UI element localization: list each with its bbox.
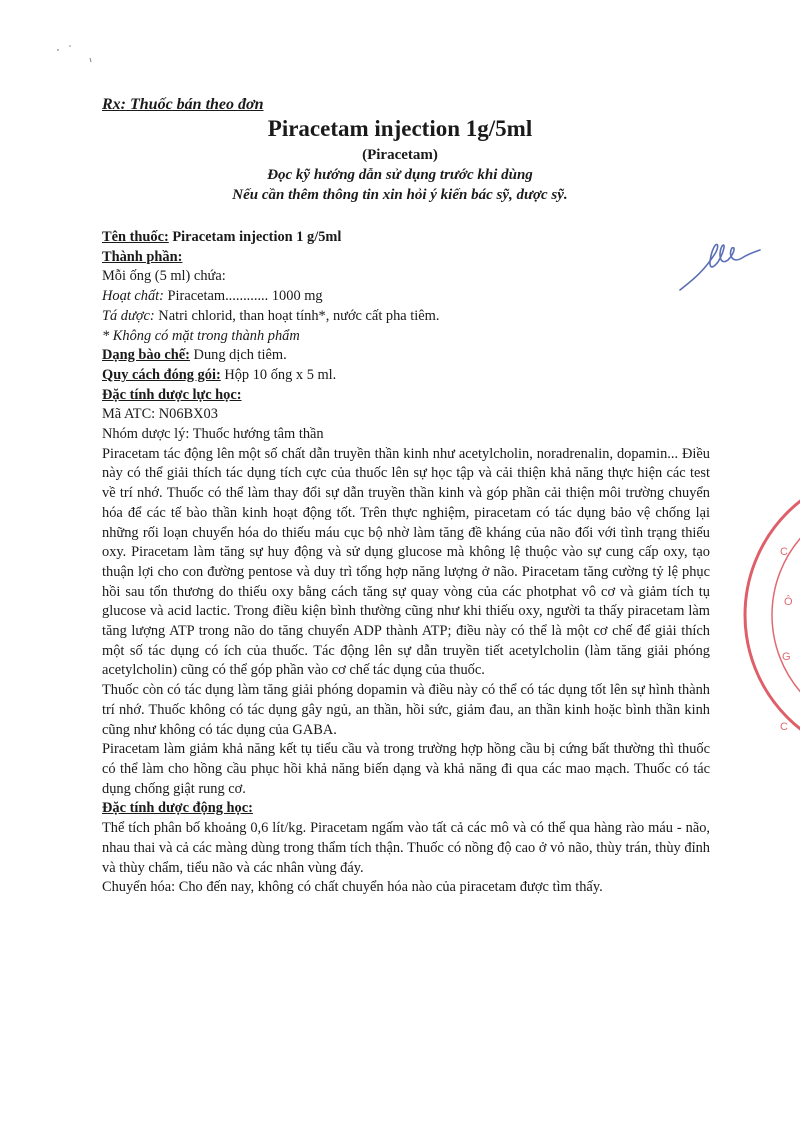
document-body [102, 228, 710, 898]
document-subtitle: (Piracetam) [362, 147, 438, 163]
dosage-form-value: Dung dịch tiêm. [189, 347, 287, 364]
composition-per-ampoule: Mỗi ống (5 ml) chứa: [102, 268, 226, 285]
dosage-form-label: Dạng bào chế: [102, 347, 190, 364]
scan-marks [50, 40, 100, 70]
active-ingredient-value: Piracetam............ 1000 mg [163, 288, 323, 305]
composition-note: * Không có mặt trong thành phẩm [102, 327, 300, 344]
drug-name-label: Tên thuốc: [102, 229, 169, 245]
atc-code: Mã ATC: N06BX03 [102, 406, 218, 423]
svg-text:G: G [782, 651, 791, 663]
warning-line-1: Đọc kỹ hướng dẫn sử dụng trước khi dùng [267, 167, 533, 183]
active-ingredient-line [102, 287, 710, 307]
drug-name-value: Piracetam injection 1 g/5ml [168, 229, 342, 245]
pharmacodynamics-paragraph: Thuốc còn có tác dụng làm tăng giải phóng dopamin và điều này có thể có tác dụng tốt lên sự hình thành trí nhớ. Thuốc không có tác dụng gây ngủ, an thần, hồi sức, giảm đau, an thần kinh hoặc bình thần kinh cũng như không có tác dụng của GABA. [102, 682, 710, 738]
pharmacodynamics-paragraph: Piracetam làm giảm khả năng kết tụ tiểu cầu và trong trường hợp hồng cầu bị cứng bất thường thì thuốc có thể làm cho hồng cầu phục hồi khả năng biến dạng và khả năng đi qua các mao mạch. Thuốc có tác dụng chống giật rung cơ. [102, 741, 710, 797]
warning-line-2: Nếu cần thêm thông tin xin hỏi ý kiến bác sỹ, dược sỹ. [232, 187, 568, 203]
drug-name-line [102, 228, 710, 248]
dosage-form-line [102, 346, 710, 366]
pharmacokinetics-paragraph: Chuyển hóa: Cho đến nay, không có chất chuyển hóa nào của piracetam được tìm thấy. [102, 879, 603, 896]
excipient-line [102, 307, 710, 327]
packaging-label: Quy cách đóng gói: [102, 366, 221, 383]
pharmacodynamics-heading: Đặc tính dược lực học: [102, 386, 242, 403]
composition-heading: Thành phần: [102, 248, 183, 265]
packaging-line [102, 366, 710, 386]
company-stamp [740, 455, 800, 775]
excipient-label: Tá dược: [102, 307, 155, 324]
active-ingredient-label: Hoạt chất: [102, 288, 164, 305]
svg-text:Ô: Ô [784, 596, 793, 608]
excipient-value: Natri chlorid, than hoạt tính*, nước cất pha tiêm. [154, 307, 440, 324]
svg-text:C: C [780, 721, 788, 733]
pharmacologic-group: Nhóm dược lý: Thuốc hướng tâm thần [102, 426, 324, 443]
packaging-value: Hộp 10 ống x 5 ml. [220, 366, 337, 383]
svg-text:C: C [780, 546, 788, 558]
document-title: Piracetam injection 1g/5ml [267, 116, 533, 141]
pharmacokinetics-heading: Đặc tính dược động học: [102, 800, 253, 817]
pharmacodynamics-paragraph: Piracetam tác động lên một số chất dẫn truyền thần kinh như acetylcholin, noradrenalin, dopamin... Điều này có thể giải thích tác dụng tích cực của thuốc lên sự học tập và cải thiện khả năng thực hiện các test về trí nhớ. Thuốc có thể làm thay đổi sự dẫn truyền thần kinh và góp phần cải thiện môi trường chuyển hóa để các tế bào thần kinh hoạt động tốt. Trên thực nghiệm, piracetam có tác dụng bảo vệ chống lại những rối loạn chuyển hóa do thiếu máu cục bộ nhờ làm tăng đề kháng của não đối với tình trạng thiếu oxy. Piracetam làm tăng sự huy động và sử dụng glucose mà không lệ thuộc vào sự cung cấp oxy, tạo thuận lợi cho con đường pentose và duy trì tổng hợp năng lượng ở não. Piracetam tăng cường tỷ lệ phục hồi sau tổn thương do thiếu oxy bằng cách tăng sự quay vòng của các photphat vô cơ và giảm tích tụ glucose và acid lactic. Trong điều kiện bình thường cũng như khi thiếu oxy, người ta thấy piracetam làm tăng lượng ATP trong não do tăng chuyển ADP thành ATP; điều này có thể là một cơ chế để giải thích một số tác dụng có ích của thuốc. Tác động lên sự dẫn truyền tiết acetylcholin (làm tăng giải phóng acetylcholin) cũng có thể góp phần vào cơ chế tác dụng của thuốc. [102, 445, 710, 679]
prescription-label: Rx: Thuốc bán theo đơn [102, 96, 264, 113]
pharmacokinetics-paragraph: Thể tích phân bố khoảng 0,6 lít/kg. Piracetam ngấm vào tất cả các mô và có thể qua hàng rào máu - não, nhau thai và cả các màng dùng trong thẩm tích thận. Thuốc có nồng độ cao ở vỏ não, thùy trán, thùy đỉnh và thùy chẩm, tiểu não và các nhân vùng đáy. [102, 820, 710, 876]
